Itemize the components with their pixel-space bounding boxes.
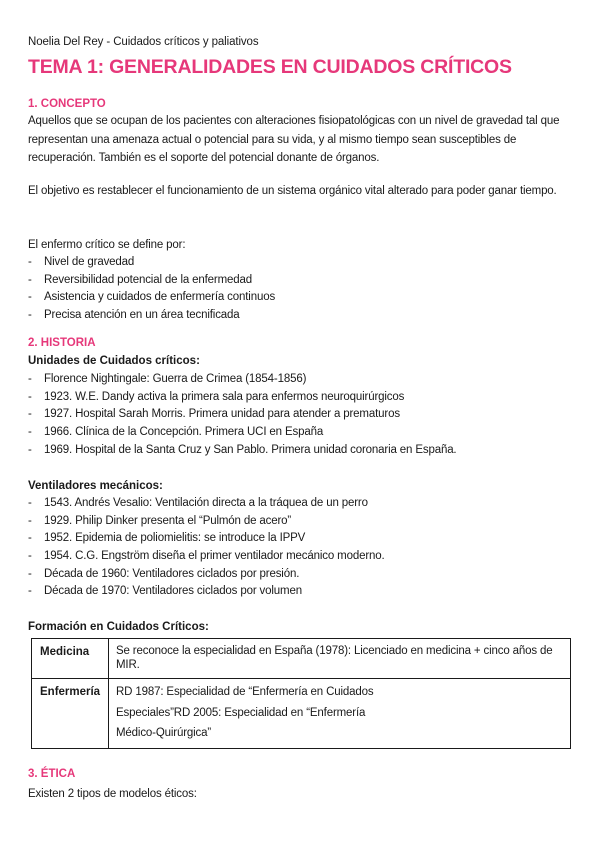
section-heading-historia: 2. HISTORIA <box>28 337 96 349</box>
list-item: - Reversibilidad potencial de la enfermedad <box>28 272 275 290</box>
list-item: - Precisa atención en un área tecnificada <box>28 307 275 325</box>
page-title: TEMA 1: GENERALIDADES EN CUIDADOS CRÍTICOS <box>28 56 512 78</box>
concepto-paragraph-1: Aquellos que se ocupan de los pacientes con alteraciones fisiopatológicas con un nivel de gravedad tal que representan una amenaza actual o potencial para su vida, y al mismo tiempo sean susceptibles de recuperación. También es el soporte del potencial donante de órganos. <box>28 115 560 164</box>
list-item: - Década de 1960: Ventiladores ciclados por presión. <box>28 566 385 584</box>
list-item: - 1954. C.G. Engström diseña el primer ventilador mecánico moderno. <box>28 548 385 566</box>
subheading-ventiladores: Ventiladores mecánicos: <box>28 480 163 492</box>
table-cell-value <box>109 679 571 749</box>
list-item: - Florence Nightingale: Guerra de Crimea (1854-1856) <box>28 371 456 389</box>
table-cell-label: Medicina <box>32 639 109 679</box>
table-cell-value: Se reconoce la especialidad en España (1978): Licenciado en medicina + cinco años de MIR. <box>109 639 571 679</box>
table-cell-line: Médico-Quirúrgica” <box>116 727 212 739</box>
subheading-formacion: Formación en Cuidados Críticos: <box>28 621 209 633</box>
unidades-list <box>28 371 456 459</box>
list-item: - 1927. Hospital Sarah Morris. Primera unidad para atender a prematuros <box>28 406 456 424</box>
list-item: - 1969. Hospital de la Santa Cruz y San Pablo. Primera unidad coronaria en España. <box>28 442 456 460</box>
table-row <box>32 679 571 749</box>
list-item: - 1543. Andrés Vesalio: Ventilación directa a la tráquea de un perro <box>28 495 385 513</box>
table-cell-line: RD 1987: Especialidad de “Enfermería en Cuidados <box>116 686 374 698</box>
list-item: - 1966. Clínica de la Concepción. Primera UCI en España <box>28 424 456 442</box>
list-item: - 1923. W.E. Dandy activa la primera sala para enfermos neuroquirúrgicos <box>28 389 456 407</box>
table-cell-label: Enfermería <box>32 679 109 749</box>
ventiladores-list <box>28 495 385 601</box>
running-header: Noelia Del Rey - Cuidados críticos y paliativos <box>28 36 259 48</box>
list-item: - Asistencia y cuidados de enfermería continuos <box>28 289 275 307</box>
list-item: - 1952. Epidemia de poliomielitis: se introduce la IPPV <box>28 530 385 548</box>
concepto-list <box>28 254 275 325</box>
concepto-paragraph-3: El enfermo crítico se define por: <box>28 239 186 251</box>
list-item: - Nivel de gravedad <box>28 254 275 272</box>
etica-paragraph-1: Existen 2 tipos de modelos éticos: <box>28 788 197 800</box>
list-item: - Década de 1970: Ventiladores ciclados por volumen <box>28 583 385 601</box>
list-item: - 1929. Philip Dinker presenta el “Pulmón de acero” <box>28 513 385 531</box>
formacion-table <box>31 638 571 749</box>
table-cell-line: Especiales”RD 2005: Especialidad en “Enfermería <box>116 706 366 719</box>
subheading-unidades: Unidades de Cuidados críticos: <box>28 355 200 367</box>
section-heading-etica: 3. ÉTICA <box>28 768 76 780</box>
concepto-paragraph-2: El objetivo es restablecer el funcionamiento de un sistema orgánico vital alterado para poder ganar tiempo. <box>28 185 557 197</box>
table-row <box>32 639 571 679</box>
section-heading-concepto: 1. CONCEPTO <box>28 98 106 110</box>
